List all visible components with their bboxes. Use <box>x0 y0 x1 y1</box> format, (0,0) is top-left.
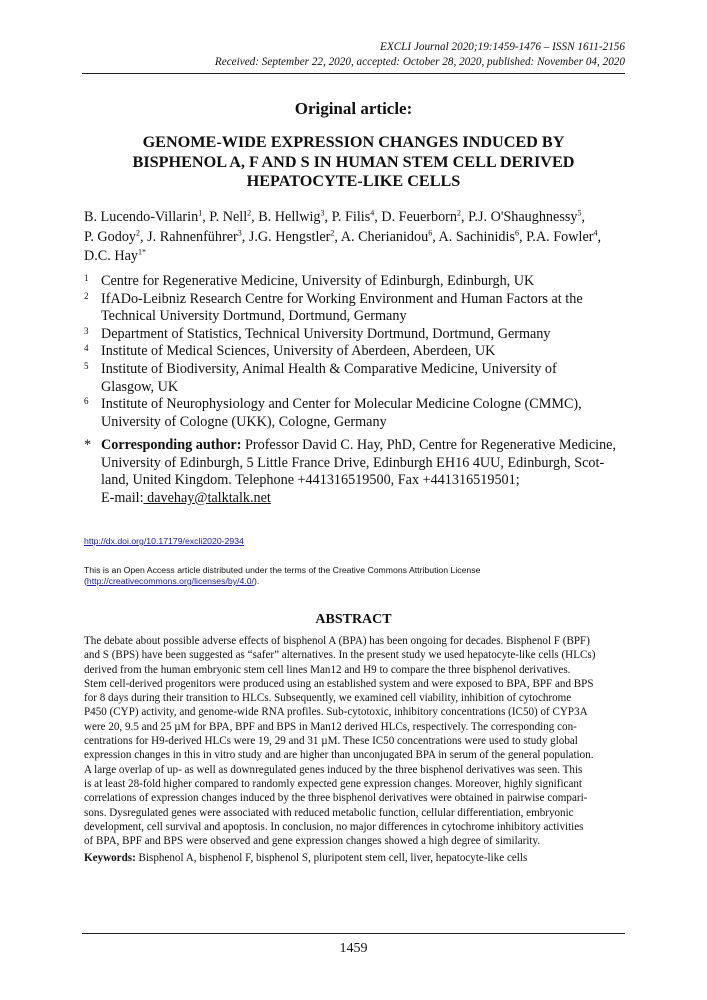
affiliation-list <box>84 273 644 431</box>
abstract-line: development, cell survival and apoptosis. In conclusion, no major differences in cytochrome inhibitory activities <box>84 820 584 833</box>
abstract-line: of BPA, BPF and BPS were observed and gene expression changes showed a high degree of similarity. <box>84 835 541 848</box>
affiliation-text: Glasgow, UK <box>101 378 179 395</box>
author-affiliation-mark: 6 <box>428 227 433 237</box>
affiliation-item <box>84 396 644 431</box>
affiliation-item <box>84 343 644 361</box>
page-number: 1459 <box>339 941 368 956</box>
author-name: D. Feuerborn <box>381 209 457 225</box>
author-line: P. Godoy$^2$, J. Rahnenführer$^3$, J.G. Hengstler$^2$, A. Cherianidou$^6$, A. Sachinidis$^6$, P.A. Fowler$^4$, <box>84 227 602 245</box>
abstract-line: centrations for H9-derived HLCs were 19, 29 and 31 µM. These IC50 concentrations were used to study global <box>84 735 578 748</box>
author-name: P. Godoy <box>84 228 137 245</box>
author-name: B. Lucendo-Villarin <box>84 209 199 225</box>
author-name: P.J. O'Shaughnessy <box>468 209 578 225</box>
affiliation-text: Institute of Biodiversity, Animal Health & Comparative Medicine, University of <box>101 360 557 377</box>
abstract-heading: ABSTRACT <box>315 612 392 627</box>
author-name: J. Rahnenführer <box>147 228 238 245</box>
license-notice <box>84 565 480 587</box>
affiliation-number: 5 <box>84 360 89 371</box>
author-name: P.A. Fowler <box>526 228 594 245</box>
affiliation-number: 2 <box>84 290 89 301</box>
corresponding-label: Corresponding author: <box>101 437 242 453</box>
article-type: Original article: <box>294 99 413 118</box>
affiliation-text: Department of Statistics, Technical University Dortmund, Dortmund, Germany <box>101 325 551 342</box>
footer-divider <box>82 933 625 934</box>
author-affiliation-mark: 5 <box>577 208 582 218</box>
author-name: D.C. Hay <box>84 248 138 264</box>
email-label: E-mail: <box>101 489 144 506</box>
affiliation-number: 3 <box>84 325 89 336</box>
affiliation-item <box>84 361 644 396</box>
affiliation-item <box>84 326 644 344</box>
author-name: P. Filis <box>331 209 371 225</box>
abstract-line: is at least 28-fold higher compared to randomly expected gene expression changes. Moreover, highly significant <box>84 777 583 790</box>
author-list <box>84 208 644 267</box>
affiliation-item <box>84 273 644 291</box>
affiliation-text: Technical University Dortmund, Dortmund, Germany <box>101 308 407 325</box>
abstract-line: A large overlap of up- as well as downregulated genes induced by the three bisphenol derivatives was seen. This <box>84 763 583 776</box>
author-affiliation-mark: 2 <box>136 227 141 237</box>
email-link[interactable]: davehay@talktalk.net <box>143 489 271 506</box>
corresponding-line: University of Edinburgh, 5 Little France Drive, Edinburgh EH16 4UU, Edinburgh, Scot- <box>101 454 605 471</box>
title-line: BISPHENOL A, F AND S IN HUMAN STEM CELL DERIVED <box>132 152 575 171</box>
author-affiliation-mark: 3 <box>237 227 242 237</box>
affiliation-number: 6 <box>84 396 89 407</box>
abstract-line: were 20, 9.5 and 25 µM for BPA, BPF and BPS in Man12 derived HLCs, respectively. The corresponding con- <box>84 720 577 733</box>
header-divider <box>82 73 625 74</box>
keywords-label: Keywords: <box>84 852 136 864</box>
abstract-line: Stem cell-derived progenitors were produced using an established system and were exposed to BPA, BPF and BPS <box>84 677 594 690</box>
author-affiliation-mark: 4 <box>593 227 598 237</box>
license-line <box>84 576 480 587</box>
abstract-line: and S (BPS) have been suggested as “safer” alternatives. In the present study we used hepatocyte-like cells (HLCs) <box>84 649 596 662</box>
affiliation-item <box>84 291 644 326</box>
author-affiliation-mark: 1* <box>138 247 146 257</box>
author-line: B. Lucendo-Villarin$^1$, P. Nell$^2$, B. Hellwig$^3$, P. Filis$^4$, D. Feuerborn$^2$, P.J. O'Shaughnessy$^5$, <box>84 208 586 225</box>
author-line <box>84 247 644 267</box>
affiliation-number: 4 <box>84 343 89 354</box>
author-affiliation-mark: 2 <box>457 208 461 218</box>
abstract-line: expression changes in this in vitro study and are higher than unconjugated BPA in serum of the general population. <box>84 749 594 762</box>
author-affiliation-mark: 1 <box>198 208 203 218</box>
author-name: P. Nell <box>209 209 248 225</box>
license-open-paren: ( <box>84 576 87 586</box>
paper-title <box>100 133 607 192</box>
title-line: HEPATOCYTE-LIKE CELLS <box>246 172 461 190</box>
journal-header <box>215 40 625 70</box>
abstract-line: for 8 days during their transition to HLCs. Subsequently, we examined cell viability, inhibition of cytochrome <box>84 692 572 705</box>
journal-citation-line: EXCLI Journal 2020;19:1459-1476 – ISSN 1611-2156 <box>380 41 625 53</box>
author-name: B. Hellwig <box>258 209 321 225</box>
keywords-text: Bisphenol A, bisphenol F, bisphenol S, pluripotent stem cell, liver, hepatocyte-like cells <box>135 852 528 864</box>
corresponding-text: Professor David C. Hay, PhD, Centre for Regenerative Medicine, <box>241 437 617 453</box>
abstract-body <box>84 634 624 848</box>
affiliation-text: University of Cologne (UKK), Cologne, Germany <box>101 413 387 430</box>
abstract-line: correlations of expression changes induced by the three bisphenol derivatives were obtained in pairwise compari- <box>84 792 588 805</box>
corresponding-marker: * <box>84 437 92 453</box>
author-affiliation-mark: 2 <box>330 227 335 237</box>
abstract-line: derived from the human embryonic stem cell lines Man12 and H9 to compare the three bisphenol derivatives. <box>84 663 571 676</box>
doi-link[interactable]: http://dx.doi.org/10.17179/excli2020-2934 <box>84 536 244 546</box>
affiliation-text: IfADo-Leibniz Research Centre for Working Environment and Human Factors at the <box>101 290 583 307</box>
corresponding-line: land, United Kingdom. Telephone +441316519500, Fax +441316519501; <box>101 472 520 489</box>
affiliation-text: Centre for Regenerative Medicine, University of Edinburgh, Edinburgh, UK <box>101 273 535 289</box>
author-affiliation-mark: 6 <box>514 227 519 237</box>
corresponding-author-block <box>84 437 644 507</box>
author-name: A. Cherianidou <box>340 228 429 245</box>
license-text: This is an Open Access article distributed under the terms of the Creative Commons Attribution License <box>84 565 481 575</box>
author-name: A. Sachinidis <box>438 228 515 245</box>
abstract-line: sons. Dysregulated genes were associated with reduced metabolic function, cellular differentiation, embryonic <box>84 806 574 819</box>
corresponding-line <box>101 490 644 508</box>
author-name: J.G. Hengstler <box>248 228 331 245</box>
affiliation-text: Institute of Medical Sciences, University of Aberdeen, Aberdeen, UK <box>101 343 496 360</box>
license-close: ). <box>253 576 260 586</box>
abstract-line: P450 (CYP) activity, and genome-wide RNA profiles. Sub-cytotoxic, inhibitory concentrations (IC50) of CYP3A <box>84 706 588 719</box>
author-affiliation-mark: 4 <box>370 208 375 218</box>
abstract-line: The debate about possible adverse effects of bisphenol A (BPA) has been ongoing for decades. Bisphenol F (BPF) <box>84 635 590 647</box>
publication-dates-line: Received: September 22, 2020, accepted: October 28, 2020, published: November 04, 2020 <box>214 56 625 68</box>
keywords <box>84 852 527 864</box>
author-affiliation-mark: 2 <box>247 208 252 218</box>
affiliation-text: Institute of Neurophysiology and Center for Molecular Medicine Cologne (CMMC), <box>101 396 582 413</box>
corresponding-line <box>101 437 644 455</box>
author-affiliation-mark: 3 <box>320 208 325 218</box>
affiliation-number: 1 <box>84 273 89 283</box>
license-link[interactable]: http://creativecommons.org/licenses/by/4.0/ <box>86 576 254 586</box>
title-line: GENOME-WIDE EXPRESSION CHANGES INDUCED BY <box>142 133 565 151</box>
